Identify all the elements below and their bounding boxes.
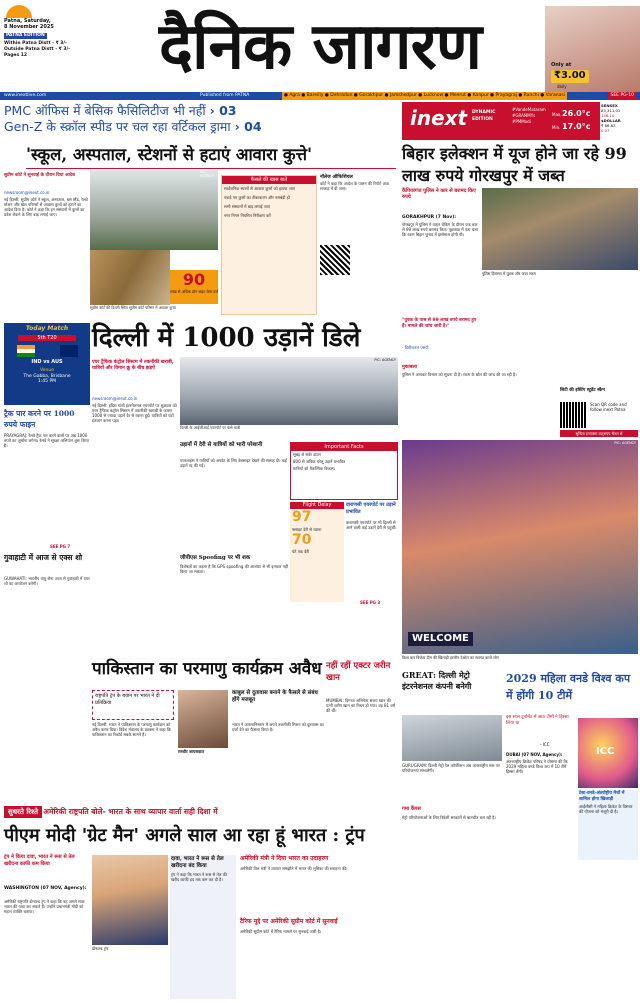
supreme-court-photo [90,170,218,250]
kabul-head: काबुल से दुतावास बनाने के फैसले से संबंध होंगे मजबूत [232,690,318,703]
max-temp: 26.0°c [562,109,591,118]
helpline-title: नॉलेज ऑफिशियल [320,175,353,180]
city-list: ● Agra ● Bareilly ● Dehradun ● Gorakhpur ● Jamshedpur ● Lucknow ● Meerut ● Kanpur ● Prayagraj ● Ranchi ● Varanasi [284,93,565,98]
spoof-head: जीपीएस Spoofing पर भी शक [180,555,251,561]
dog-caption: सुप्रीम कोर्ट की दिल्ली स्थित सुप्रीम कोर्ट परिसर में आवारा कुत्ता [90,305,176,310]
see-page-badge: SEE PG-10 [610,93,634,98]
bihar-byline: GORAKHPUR (7 Nov): [402,215,457,220]
dynamic-label: DYNAMIC [472,110,496,115]
icc-logo: ICC [596,746,615,757]
social-tag-1: #VandeMataram [512,107,546,112]
qr-label: सुचिता इनएक्स्ट वाट्सएप चैनल से [560,430,638,437]
trump-intro: ट्रंप ने किया दावा, भारत ने रूस से तेल खरीदना काफी कम किया [4,854,75,867]
metro-side-body: मेट्रो परियोजनाओं के लिए विदेशी सरकारों से बातचीत चल रही है। [402,815,496,820]
fact-2: 800 से अधिक घरेलू उड़ानें प्रभावित [293,459,346,464]
welcome-caption: विश्व कप विजेता टीम की खिलाड़ी हरलीन देओल का स्वागत करते लोग [402,655,499,660]
airport-photo [180,357,398,425]
airport-caption: दिल्ली के आईजीआई एयरपोर्ट पर फंसे यात्री [180,425,241,430]
icc-trophy-graphic [578,718,638,788]
teams-row [4,345,90,357]
trump-mid-head: अमेरिकी मंत्री ने दिया भारत का उदाहरण [240,855,329,862]
metro-body: GURUGRAM: दिल्ली मेट्रो रेल कॉर्पोरेशन अब अंतरराष्ट्रीय स्तर पर परियोजनाएं संभालेगी। [402,763,500,773]
stat-text: लाख से अधिक डॉग बाइट केस दर्ज [170,289,219,294]
sensex-change: 148.14 [601,113,615,118]
delay-stat-1-text: फ्लाइट देरी से रवाना [292,526,322,532]
published-from: Published from PATNA [200,93,250,98]
trump-box-head: दावा, भारत ने रूस से तेल खरीदना बंद किया [171,856,224,869]
price-outside: Outside Patna Distt - ₹ 3/- [4,47,71,52]
delhi-body: नई दिल्ली: इंदिरा गांधी इंटरनेशनल एयरपोर्ट पर शुक्रवार को एयर ट्रैफिक कंट्रोल सिस्टम में तकनीकी खराबी के कारण 1000 से ज्यादा उड़ानें देर से रवाना हुईं। यात्रियों को घंटों इंतजार करना पड़ा। [92,403,177,423]
bihar-body: गोरखपुर में पुलिस ने वाहन चेकिंग के दौरान एक कार से 99 लाख रुपये बरामद किए। पूछताछ में पता चला कि रकम बिहार चुनाव में इस्तेमाल होनी थी। [402,222,479,237]
max-label: Max. [552,112,562,117]
trump-byline: WASHINGTON (07 NOV, Agency): [4,886,87,891]
trump-side-box [170,855,236,999]
varanasi-body: वाराणसी एयरपोर्ट पर भी दिल्ली से आने वाली कई उड़ानें देरी से पहुंचीं। [346,520,397,530]
trump-strap-text: अमेरिकी राष्ट्रपति बोले- भारत के साथ व्यापार वार्ता सही दिशा में [43,807,218,816]
photo-credit-airport: PIC: AGENCY [374,358,396,362]
dollar-value: ₹ 88.63 [601,123,616,128]
inext-logo: inext [410,106,468,130]
qr-code-icon[interactable] [320,245,350,275]
teaser-2-text: Gen-Z के स्क्रॉल स्पीड पर चल रहा वर्टिकल ड्रामा [4,119,231,134]
edition-label: PATNA EDITION [6,33,45,38]
bihar-side-body: पुलिस ने आयकर विभाग को सूचना दी है। रकम के स्रोत की जांच की जा रही है। [402,372,517,377]
fact-3: यात्रियों को वैकल्पिक विकल्प [293,466,335,471]
min-temp: 17.0°c [562,122,591,131]
only-at-label: Only at [551,62,572,68]
delhi-sub-head: उड़ानों में देरी से यात्रियों को भारी परेशानी [180,442,263,448]
key-point-3: सभी संस्थानों में बाड़ लगाई जाए [224,204,270,209]
trump-box-body: ट्रंप ने कहा कि भारत ने रूस से तेल की खरीद काफी हद तक कम कर दी है। [171,872,227,882]
teaser-1[interactable] [4,103,399,119]
trump-strap [4,806,400,818]
police-seizure-photo [482,188,638,270]
delhi-headline: दिल्ली में 1000 उड़ानें डिले [92,323,361,353]
teaser-2[interactable] [4,119,399,135]
delay-stat-2-text: घंटे तक देरी [292,549,310,554]
teaser-block [4,103,399,137]
trump-photo [92,855,168,945]
qr-text: Scan QR code and follow inext Patna [590,402,627,412]
photo-credit: PIC: AGENCY [200,170,214,179]
market-box [600,102,640,140]
teaser-2-page: › 04 [234,119,262,134]
bihar-caption: पुलिस हिरासत में युवक और जब्त रकम [482,271,536,276]
delay-stat-1: 97 [292,509,312,525]
stat-box [170,270,218,304]
spokesperson-name: रणधीर जायसवाल [178,749,205,754]
masthead-strip [0,92,640,100]
stray-byline: newsroom@inext.co.in [4,190,50,195]
icc-box-title: टेस्ट-वनडे-अंतर्राष्ट्रीय मैचों में शामिल होगा खिलाड़ी [579,791,625,802]
facts-box [290,442,398,500]
stray-body: नई दिल्ली: सुप्रीम कोर्ट ने स्कूल, अस्पताल, बस स्टैंड, रेलवे स्टेशन और खेल परिसरों से आवारा कुत्तों को हटाने का आदेश दिया है। कोर्ट ने कहा कि इन संस्थानों में कुत्तों का प्रवेश रोकने के लिए बाड़ लगाई जाए। [4,197,88,217]
guwahati-body: GUWAHATI: भारतीय वायु सेना आज से गुवाहाटी में एयर शो का आयोजन करेगी। [4,576,90,586]
match-card [4,323,90,405]
kabul-body: भारत ने अफगानिस्तान में अपने तकनीकी मिशन को दूतावास का दर्जा देने का फैसला किया है। [232,722,324,732]
icc-quote-source: - ICC [540,742,550,747]
edition-sub: EDITION [472,117,493,122]
bihar-quote: "युवक के पास से 99 लाख रुपये बरामद हुए हैं। मामले की जांच जारी है।" [402,318,477,329]
teaser-1-page: › 03 [209,103,237,118]
key-points-title: फैसले की खास बातें [222,176,316,184]
facts-title: Important Facts [291,443,397,451]
teams-label [4,359,90,365]
metro-photo [402,715,502,761]
helpline-body: कोर्ट ने कहा कि आदेश के पालन की रिपोर्ट आठ सप्ताह में दी जाए। [320,180,389,191]
qr-title: सिटी की इस्टिंग स्टूडेंट स्कैन [560,388,605,393]
key-point-2: पकड़े गए कुत्तों का टीकाकरण और नसबंदी हो [224,195,290,200]
trump-mid-body: अमेरिकी वित्त मंत्री ने व्यापार समझौते में भारत की भूमिका की सराहना की। [240,866,348,871]
page-count: Pages 12 [4,53,27,58]
tariff-body: अमेरिकी सुप्रीम कोर्ट में टैरिफ मामले पर सुनवाई जारी है। [240,929,322,934]
welcome-banner: WELCOME [408,632,473,647]
match-today: Today Match [25,325,69,332]
guwahati-headline: गुवाहाटी में आज से एक्स शो [4,553,83,562]
delhi-intro: एयर ट्रैफिक कंट्रोल सिस्टम में तकनीकी खराबी, यात्रियों और विमान क्रू के बीच झड़पें [92,360,174,371]
website-link[interactable]: www.inextlive.com [4,93,47,98]
team-1: IND [31,358,42,365]
sensex-value: 83,311.01 [601,108,621,113]
key-points-box [221,175,317,315]
dog-photo [90,250,170,305]
stray-intro: सुप्रीम कोर्ट ने सुनवाई के दौरान दिया आदेश [4,173,76,178]
newspaper-title: दैनिक जागरण [158,9,482,84]
price-within: Within Patna Distt - ₹ 3/- [4,41,67,46]
rail-see-page: SEE PG 7 [50,544,71,549]
icc-byline: DUBAI (07 NOV, Agency): [506,752,563,757]
venue-name: The Gabba, Brisbane [23,373,71,379]
masthead-left [4,4,104,92]
varanasi-head: वाराणसी एयरपोर्ट पर उड़ानें प्रभावित [346,502,396,515]
flight-delay-title: Flight Delay [290,502,344,509]
tariff-head: टैरिफ मुद्दे पर अमेरिकी सुप्रीम कोर्ट में सुनवाई [240,918,338,925]
trump-caption: डोनाल्ड ट्रंप [92,946,109,951]
bihar-side-title: मुकाबला [402,365,418,370]
spoof-body: विशेषज्ञों का कहना है कि GPS spoofing की आशंका से भी इनकार नहीं किया जा सकता। [180,564,288,574]
min-label: Min. [552,125,561,130]
rail-headline: ट्रैक पार करने पर 1000 रुपये फाइन [4,409,75,429]
australia-flag-icon [60,345,78,357]
welcome-photo [402,440,638,654]
divider [26,168,396,169]
match-time: 1:45 PM [37,379,57,385]
teaser-1-text: PMC ऑफिस में बेसिक फैसिलिटीज भी नहीं [4,103,206,118]
price-tag: ₹3.00 [551,70,589,83]
zareen-body: MUMBAI: दिग्गज अभिनेता संजय खान की पत्नी जरीन खान का निधन हो गया। वह 81 वर्ष की थीं। [326,698,395,713]
stray-headline: 'स्कूल, अस्पताल, स्टेशनों से हटाएं आवारा कुत्ते' [26,145,313,164]
vs-label: vs [43,358,50,365]
delhi-sub-body: एयरलाइंस ने यात्रियों को अपडेट के लिए वेबसाइट देखने की सलाह दी। कई उड़ानें रद्द की गईं। [180,458,287,468]
icc-body: अंतरराष्ट्रीय क्रिकेट परिषद ने घोषणा की कि 2029 महिला वनडे विश्व कप में 10 टीमें हिस्सा लेंगी। [506,759,568,774]
metro-side-head: गमा कैंपस [402,806,421,812]
pak-headline: पाकिस्तान का परमाणु कार्यक्रम अवैध [92,659,322,679]
venue-label: Venue [40,368,54,373]
photo-credit-women: PIC: AGENCY [614,441,636,445]
pak-quote-box: राष्ट्रपति ट्रंप के बयान पर भारत ने दी प्रतिक्रिया [92,690,174,720]
zareen-headline: नहीं रहीं एक्टर जरीन खान [326,661,391,683]
qr-scan-icon[interactable] [560,402,586,428]
sun-logo-icon [4,4,34,18]
trump-headline: पीएम मोदी 'ग्रेट मैन' अगले साल आ रहा हूं भारत : ट्रंप [4,825,365,846]
team-2: AUS [51,358,63,365]
daily-label: daily [557,84,567,89]
masthead-city: Patna, Saturday, [4,18,51,24]
india-flag-icon [17,345,35,357]
stat-number: 90 [182,270,206,289]
trump-tag: सुधरते रिश्ते [4,806,42,818]
delhi-byline: newsroom@inext.co.in [92,396,138,401]
rail-body: PRAYAGRAJ: रेलवे ट्रैक पार करने वालों पर अब 1000 रुपये का जुर्माना लगेगा। रेलवे ने सुरक्षा अभियान शुरू किया है। [4,433,89,448]
spokesperson-photo [178,690,228,748]
metro-headline: GREAT: दिल्ली मेट्रो इंटरनेशनल कंपनी बनेगी [402,670,472,691]
helpline-box [320,175,398,315]
fact-1: सुबह से सर्वर डाउन [293,452,321,457]
dollar-label: $DOLLAR [601,118,621,123]
bihar-headline: बिहार इलेक्शन में यूज होने जा रहे 99 लाख रुपये गोरखपुर में जब्त [402,144,627,185]
match-number: 5th T20 [18,335,76,341]
icc-quote: इस साल टूर्नामेंट में आठ टीमों ने हिस्सा लिया था [506,715,569,726]
delay-stat-2: 70 [292,531,312,548]
bihar-quote-by: - डिवीजनल एसपी [402,345,429,350]
social-tag-2: #GRAMMYs [512,113,536,118]
ad-model-photo [545,6,640,92]
flight-delay-box [290,502,344,602]
dollar-change: 0.07 [601,128,610,133]
key-point-1: सार्वजनिक स्थानों से आवारा कुत्तों को हटाया जाए [224,186,295,191]
icc-box-body: आईसीसी ने महिला क्रिकेट के विस्तार की योजना को मंजूरी दी है। [579,804,633,814]
sensex-label: SENSEX [601,103,618,108]
social-tag-3: #PMModi [512,119,531,124]
key-point-4: नगर निगम नियमित निरीक्षण करें [224,213,271,218]
bihar-sub: कैंपियरगंज पुलिस ने कार से बरामद किए रुपये [402,188,476,200]
delhi-see-page: SEE PG 3 [360,600,381,605]
pak-body: नई दिल्ली: भारत ने पाकिस्तान के परमाणु कार्यक्रम को अवैध करार दिया। विदेश मंत्रालय के प्रवक्ता ने कहा कि पाकिस्तान का रिकॉर्ड सबके सामने है। [92,722,171,737]
trump-body: अमेरिकी राष्ट्रपति डोनाल्ड ट्रंप ने कहा कि वह अगले साल भारत की यात्रा कर सकते हैं। उन्होंने प्रधानमंत्री मोदी को महान व्यक्ति बताया। [4,899,85,914]
icc-headline: 2029 महिला वनडे विश्व कप में होंगी 10 टीमें [506,672,631,702]
masthead-date: 8 November 2025 [4,24,54,30]
icc-side-box [578,790,638,860]
